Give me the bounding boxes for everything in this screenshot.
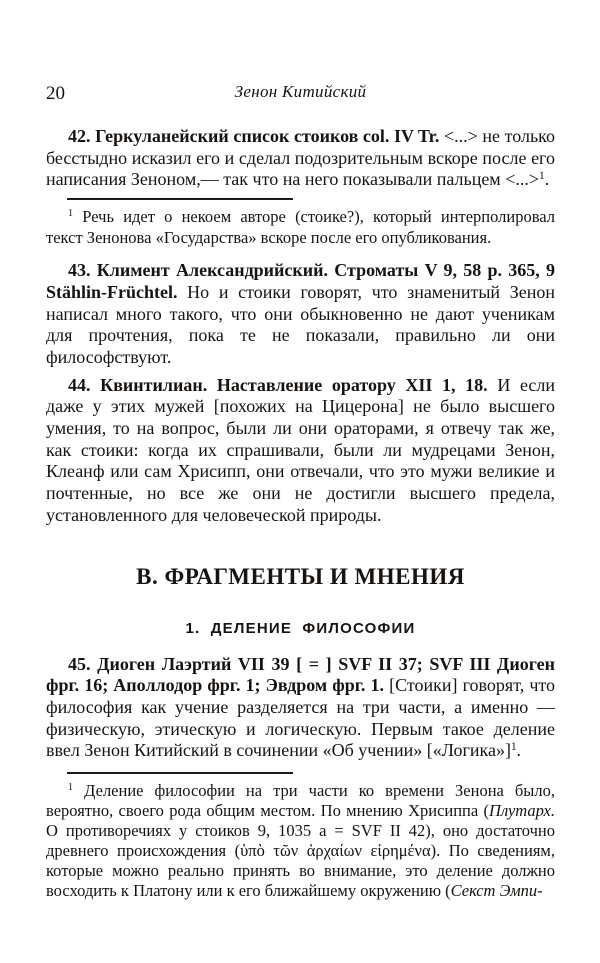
section-title: В. ФРАГМЕНТЫ И МНЕНИЯ [136, 563, 465, 589]
footnote-top-marker: 1 [68, 208, 74, 220]
footnote-bottom [46, 781, 555, 900]
paragraph-42 [46, 126, 555, 191]
paragraph-42-lead: 42. Геркуланейский список стоиков col. IV Tr. [68, 126, 440, 146]
footnote-separator-bottom [67, 772, 293, 774]
page-number: 20 [46, 83, 65, 104]
paragraph-42-tail: . [544, 169, 550, 190]
footnote-separator-top [67, 198, 293, 200]
footnote-bottom-text-2: О противоречиях у стоиков 9, 1035 a = SVF II 42), оно достаточно древнего происхождения (ὑπὸ τῶν ἀρχαίων εἰρημένα). По сведениям, которые можно реально принять во внимание, это деление должно восходить к Платону или к его ближайшему окружению ( [46, 820, 555, 900]
footnote-bottom-italic-sextus: Секст Эмпи- [450, 880, 543, 900]
footnote-bottom-marker: 1 [68, 782, 74, 794]
subsection-title: 1. ДЕЛЕНИЕ ФИЛОСОФИИ [185, 619, 416, 637]
paragraph-43-lead: 43. Климент Александрийский. Строматы V 9, 58 p. 365, 9 Stählin-Früchtel. [46, 260, 555, 302]
footnote-top-text: Речь идет о некоем авторе (стоике?), который интерполировал текст Зенонова «Государства» вскоре после его опубликования. [46, 207, 555, 248]
footnote-top [46, 206, 555, 248]
paragraph-45-tail: . [516, 740, 522, 761]
footnote-bottom-italic-plutarch: Плутарх. [489, 800, 555, 820]
footnote-bottom-text-1: Деление философии на три части ко времени Зенона было, вероятно, своего рода общим местом. По мнению Хрисиппа ( [46, 781, 555, 820]
paragraph-44 [46, 375, 555, 527]
running-header: Зенон Китийский [234, 82, 367, 101]
paragraph-44-text: И если даже у этих мужей [похожих на Цицерона] не было высшего умения, то на вопрос, были ли они ораторами, я отвечу так же, как стоики: когда их спрашивали, были ли мудрецами Зенон, Клеанф или сам Хрисипп, они отвечали, что это мужи великие и почтенные, но все же они не достигли высшего предела, установленного для человеческой природы. [46, 374, 556, 525]
footnote-ref-1: 1 [539, 170, 545, 183]
page-header [46, 82, 555, 104]
paragraph-44-lead: 44. Квинтилиан. Наставление оратору XII 1, 18. [68, 374, 488, 395]
paragraph-43 [46, 260, 555, 369]
footnote-ref-1-bottom: 1 [510, 741, 517, 754]
paragraph-43-text: Но и стоики говорят, что знаменитый Зенон написал много такого, что они обыкновенно не дают ученикам для прочтения, пока те не показали, правильно ли они философствуют. [46, 281, 555, 367]
paragraph-45 [46, 654, 555, 763]
paragraph-42-text: <...> не только бесстыдно исказил его и сделал подозрительным вскоре после его написания Зеноном,— так что на него показывали пальцем <...> [46, 126, 555, 190]
paragraph-45-text: [Стоики] говорят, что философия как учение разделяется на три части, а именно — физическую, этическую и логическую. Первым такое деление ввел Зенон Китийский в сочинении «Об учении» [«Логика»] [46, 675, 555, 761]
paragraph-45-lead: 45. Диоген Лаэртий VII 39 [ = ] SVF II 37; SVF III Диоген фрг. 16; Аполлодор фрг. 1; Эвдром фрг. 1. [46, 653, 555, 696]
